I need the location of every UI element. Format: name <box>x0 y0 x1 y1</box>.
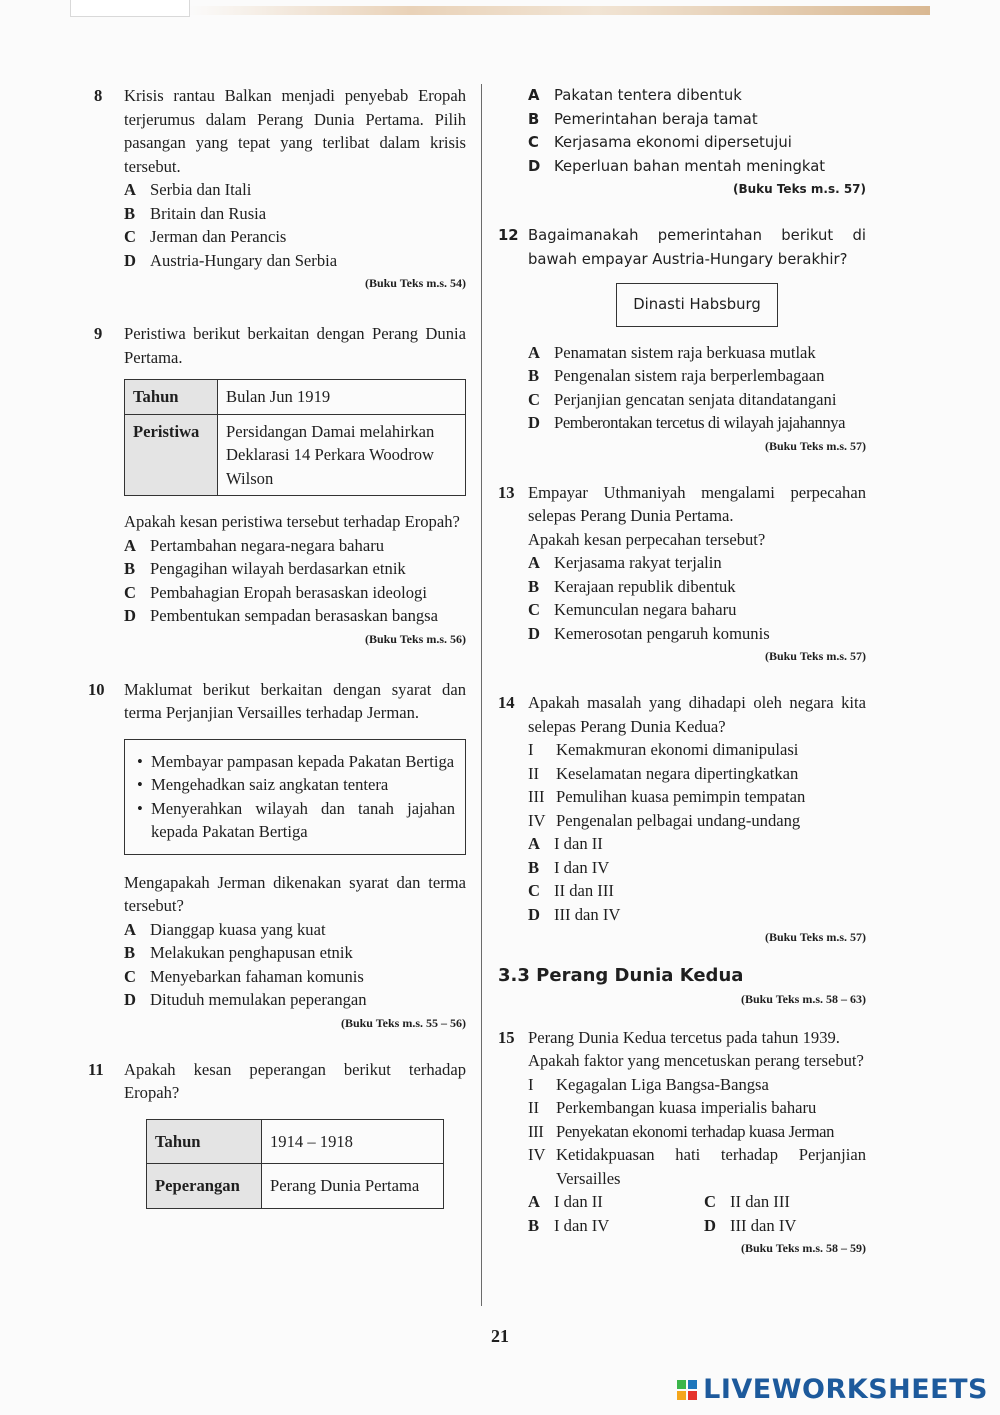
question-stem: Apakah masalah yang dihadapi oleh negara kita selepas Perang Dunia Kedua? <box>528 693 866 736</box>
logo-icon <box>677 1380 697 1400</box>
textbook-reference: (Buku Teks m.s. 54) <box>364 276 466 290</box>
info-bullet: • Membayar pampasan kepada Pakatan Bertiga <box>151 750 455 774</box>
statement-iii: III Penyekatan ekonomi terhadap kuasa Jerman <box>528 1121 834 1141</box>
option-b[interactable]: B Pengenalan sistem raja berperlembagaan <box>528 366 825 385</box>
statement-i: I Kegagalan Liga Bangsa-Bangsa <box>528 1074 769 1094</box>
question-10 <box>88 678 466 1032</box>
option-a[interactable]: A I dan II <box>528 1192 603 1211</box>
options-grid <box>528 1190 866 1237</box>
question-13 <box>498 481 866 666</box>
question-stem: Perang Dunia Kedua tercetus pada tahun 1939. <box>528 1027 840 1047</box>
question-number: 8 <box>94 86 103 105</box>
question-number: 12 <box>498 227 519 244</box>
option-a[interactable]: A Penamatan sistem raja berkuasa mutlak <box>528 342 816 362</box>
option-b[interactable]: B Kerajaan republik dibentuk <box>528 576 736 596</box>
textbook-reference: (Buku Teks m.s. 56) <box>364 631 466 646</box>
section-heading <box>498 964 866 988</box>
option-c[interactable]: C II dan III <box>528 881 614 900</box>
option-c[interactable]: C Kemunculan negara baharu <box>528 600 737 619</box>
option-d[interactable]: D III dan IV <box>528 904 621 924</box>
question-number: 13 <box>498 482 515 502</box>
option-b[interactable]: B I dan IV <box>528 1215 610 1235</box>
textbook-reference: (Buku Teks m.s. 57) <box>764 438 866 453</box>
page-number: 21 <box>491 1326 509 1346</box>
option-b[interactable]: B Melakukan penghapusan etnik <box>124 943 353 962</box>
statement-i: I Kemakmuran ekonomi dimanipulasi <box>528 740 799 759</box>
logo-square <box>677 1380 686 1389</box>
question-prompt: Apakah kesan perpecahan tersebut? <box>528 529 766 549</box>
statement-ii: II Perkembangan kuasa imperialis baharu <box>528 1098 817 1117</box>
question-stem: Krisis rantau Balkan menjadi penyebab Eropah terjerumus dalam Perang Dunia Pertama. Pilih pasangan yang tepat yang terlibat dalam krisis tersebut. <box>124 86 466 176</box>
info-table <box>124 379 466 496</box>
option-a[interactable]: A Pertambahan negara-negara baharu <box>124 535 385 555</box>
option-b[interactable]: B Britain dan Rusia <box>124 203 267 223</box>
info-box <box>124 739 466 855</box>
question-stem: Apakah kesan peperangan berikut terhadap Eropah? <box>124 1059 466 1102</box>
section-number: 3.3 <box>498 965 530 986</box>
question-stem: Bagaimanakah pemerintahan berikut di bawah empayar Austria-Hungary berakhir? <box>528 227 866 268</box>
question-prompt: Apakah faktor yang mencetuskan perang tersebut? <box>528 1051 864 1070</box>
option-a[interactable]: A Kerjasama rakyat terjalin <box>528 553 722 572</box>
table-label: Tahun <box>147 1119 262 1164</box>
option-d[interactable]: D Keperluan bahan mentah meningkat <box>528 157 826 175</box>
section-reference: (Buku Teks m.s. 58 – 63) <box>740 991 866 1006</box>
question-number: 14 <box>498 693 515 712</box>
right-column <box>498 84 866 1257</box>
option-a[interactable]: A Serbia dan Itali <box>124 180 252 199</box>
statement-iv: IV Pengenalan pelbagai undang-undang <box>528 810 801 830</box>
question-11 <box>88 1058 466 1209</box>
info-box: Dinasti Habsburg <box>616 283 778 327</box>
table-value: Perang Dunia Pertama <box>262 1164 444 1209</box>
statement-iii: III Pemulihan kuasa pemimpin tempatan <box>528 787 806 806</box>
option-a[interactable]: A Dianggap kuasa yang kuat <box>124 919 326 939</box>
question-15 <box>498 1026 866 1258</box>
option-c[interactable]: C II dan III <box>704 1192 790 1211</box>
question-number: 15 <box>498 1027 515 1047</box>
option-d[interactable]: D Pemberontakan tercetus di wilayah jajahannya <box>528 413 846 432</box>
option-b[interactable]: B I dan IV <box>528 857 610 877</box>
question-11-options <box>498 84 866 198</box>
textbook-reference: (Buku Teks m.s. 57) <box>732 182 866 196</box>
option-c[interactable]: C Perjanjian gencatan senjata ditandatangani <box>528 389 837 409</box>
top-banner-tab <box>70 0 190 17</box>
info-table <box>146 1119 444 1209</box>
statement-ii: II Keselamatan negara dipertingkatkan <box>528 763 799 783</box>
option-c[interactable]: C Menyebarkan fahaman komunis <box>124 966 364 986</box>
left-column <box>88 84 466 1223</box>
question-prompt: Apakah kesan peristiwa tersebut terhadap Eropah? <box>124 512 460 531</box>
option-c[interactable]: C Pembahagian Eropah berasaskan ideologi <box>124 582 427 602</box>
option-d[interactable]: D Austria-Hungary dan Serbia <box>124 250 338 270</box>
liveworksheets-logo <box>677 1374 988 1405</box>
textbook-reference: (Buku Teks m.s. 55 – 56) <box>340 1015 466 1030</box>
textbook-reference: (Buku Teks m.s. 57) <box>764 930 866 944</box>
table-label: Peperangan <box>147 1164 262 1209</box>
table-value: Persidangan Damai melahirkan Deklarasi 14 Perkara Woodrow Wilson <box>218 414 466 496</box>
table-value: Bulan Jun 1919 <box>218 380 466 415</box>
question-number: 9 <box>94 324 103 343</box>
logo-text: LIVEWORKSHEETS <box>703 1374 988 1405</box>
option-d[interactable]: D Dituduh memulakan peperangan <box>124 990 367 1009</box>
question-number: 11 <box>88 1059 104 1079</box>
question-prompt: Mengapakah Jerman dikenakan syarat dan terma tersebut? <box>124 872 466 915</box>
statement-iv: IV Ketidakpuasan hati terhadap Perjanjian Versailles <box>528 1145 866 1188</box>
logo-square <box>688 1391 697 1400</box>
question-14 <box>498 691 866 946</box>
option-b[interactable]: B Pengagihan wilayah berdasarkan etnik <box>124 559 406 578</box>
top-banner-stripe <box>188 6 930 15</box>
column-divider <box>481 84 482 1306</box>
option-a[interactable]: A I dan II <box>528 834 603 853</box>
table-value: 1914 – 1918 <box>262 1119 444 1164</box>
textbook-reference: (Buku Teks m.s. 58 – 59) <box>740 1241 866 1255</box>
logo-square <box>677 1391 686 1400</box>
table-label: Tahun <box>125 380 218 415</box>
question-stem: Peristiwa berikut berkaitan dengan Perang Dunia Pertama. <box>124 324 466 367</box>
question-12 <box>498 224 866 327</box>
option-c[interactable]: C Jerman dan Perancis <box>124 227 287 246</box>
question-number: 10 <box>88 679 105 699</box>
question-12-options <box>498 341 866 455</box>
table-label: Peristiwa <box>125 414 218 496</box>
textbook-reference: (Buku Teks m.s. 57) <box>764 649 866 663</box>
logo-square <box>688 1380 697 1389</box>
question-stem: Empayar Uthmaniyah mengalami perpecahan selepas Perang Dunia Pertama. <box>528 482 866 525</box>
option-d[interactable]: D III dan IV <box>704 1215 797 1235</box>
question-stem: Maklumat berikut berkaitan dengan syarat dan terma Perjanjian Versailles terhadap Jerman. <box>124 679 466 722</box>
section-title: Perang Dunia Kedua <box>536 965 744 986</box>
option-a[interactable]: A Pakatan tentera dibentuk <box>528 87 742 104</box>
info-bullet: • Mengehadkan saiz angkatan tentera <box>151 773 455 797</box>
top-banner <box>70 0 930 20</box>
option-c[interactable]: C Kerjasama ekonomi dipersetujui <box>528 134 792 151</box>
option-d[interactable]: D Pembentukan sempadan berasaskan bangsa <box>124 606 438 625</box>
question-9 <box>94 322 466 648</box>
option-b[interactable]: B Pemerintahan beraja tamat <box>528 110 758 128</box>
question-8 <box>94 84 466 292</box>
option-d[interactable]: D Kemerosotan pengaruh komunis <box>528 623 770 643</box>
info-bullet: • Menyerahkan wilayah dan tanah jajahan kepada Pakatan Bertiga <box>151 797 455 844</box>
